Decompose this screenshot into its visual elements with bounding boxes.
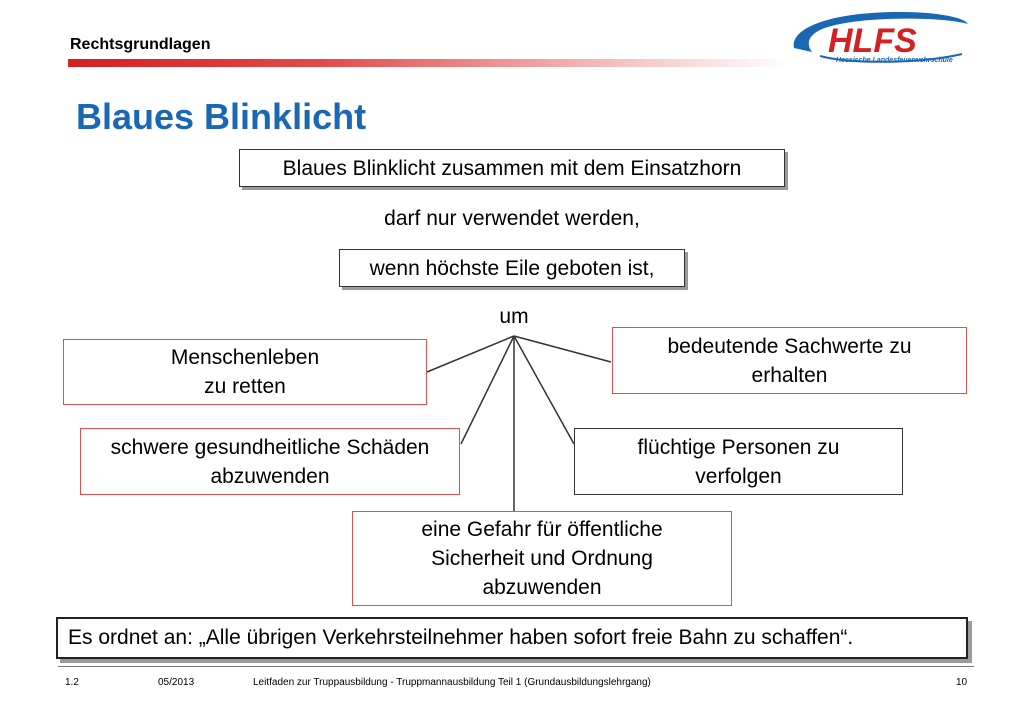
logo-subtitle: Hessische Landesfeuerwehrschule [836, 57, 953, 64]
footer-divider [58, 666, 974, 667]
logo-text: HLFS [828, 22, 917, 60]
footer-chapter: 1.2 [65, 677, 79, 688]
section-label: Rechtsgrundlagen [70, 36, 211, 53]
line-to-personen [514, 336, 574, 444]
purpose-personen: flüchtige Personen zu verfolgen [574, 428, 903, 495]
footer-date: 05/2013 [158, 677, 195, 688]
top-box: Blaues Blinklicht zusammen mit dem Einsatzhorn [239, 149, 785, 187]
conclusion-box: Es ordnet an: „Alle übrigen Verkehrsteilnehmer haben sofort freie Bahn zu schaffen“. [56, 617, 968, 659]
purpose-menschenleben: Menschenleben zu retten [63, 339, 427, 405]
page-title: Blaues Blinklicht [76, 96, 367, 137]
footer-page-number: 10 [956, 677, 968, 688]
footer-doc-title: Leitfaden zur Truppausbildung - Truppmannausbildung Teil 1 (Grundausbildungslehrgang) [253, 677, 651, 688]
line-to-menschenleben [427, 336, 514, 372]
purpose-sachwerte: bedeutende Sachwerte zu erhalten [612, 327, 967, 394]
purpose-schaeden: schwere gesundheitliche Schäden abzuwenden [80, 428, 460, 495]
line-to-sachwerte [514, 336, 611, 362]
hub-label: um [499, 305, 529, 328]
condition-box: wenn höchste Eile geboten ist, [339, 249, 685, 287]
connector-text: darf nur verwendet werden, [384, 207, 640, 230]
line-to-schaeden [461, 336, 514, 444]
purpose-gefahr: eine Gefahr für öffentliche Sicherheit und Ordnung abzuwenden [352, 511, 732, 606]
